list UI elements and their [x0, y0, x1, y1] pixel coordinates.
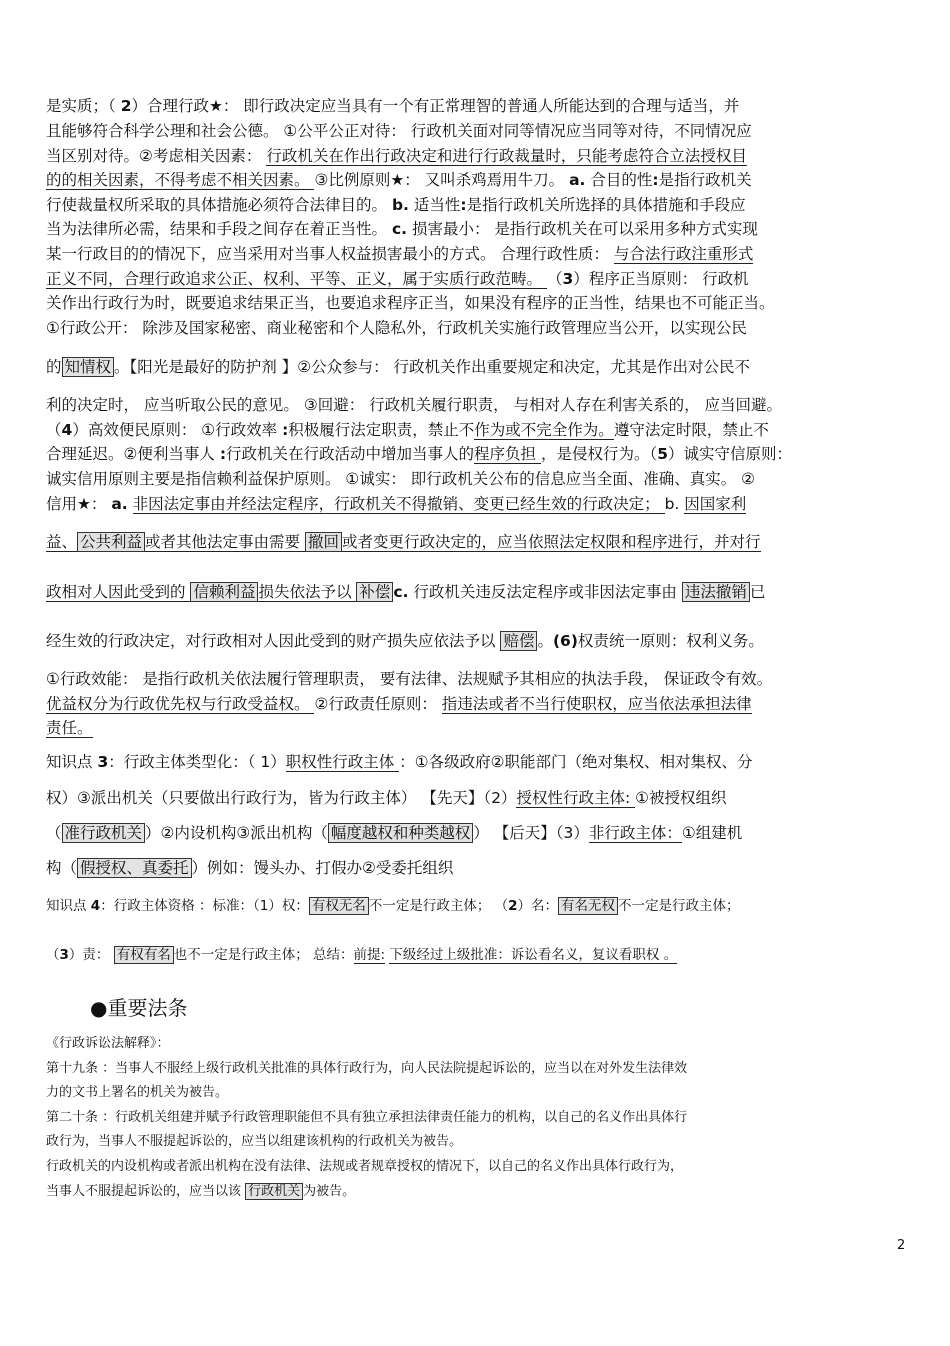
text-span: :: [282, 421, 289, 439]
highlighted-term: 补偿: [356, 582, 393, 602]
text-span: b.: [391, 196, 409, 214]
text-span: ②行政责任原则：: [314, 695, 442, 713]
underlined-text: 的的相关因素，不得考虑不相关因素。: [46, 171, 315, 189]
text-span: ） 【后天】（3）: [473, 824, 589, 842]
text-span: b.: [664, 495, 685, 513]
text-line: [46, 121, 908, 141]
underlined-text: 损失依法予以: [258, 583, 357, 601]
text-line: [46, 718, 908, 738]
text-line: [46, 752, 908, 772]
underlined-text: 优益权分为行政优先权与行政受益权。: [46, 695, 315, 713]
text-span: ：①各级政府②职能部门（绝对集权、相对集权、分: [399, 753, 753, 771]
text-span: ）合理行政★： 即行政决定应当具有一个有正常理智的普通人所能达到的合理与适当，并: [131, 97, 740, 115]
underlined-text: 职权性行政主体: [285, 753, 400, 771]
highlighted-term: 违法撤销: [682, 582, 750, 602]
text-span: 是指行政机关: [658, 171, 752, 189]
text-line: [46, 1182, 908, 1202]
text-span: ①行政效能： 是指行政机关依法履行管理职责， 要有法律、法规赋予其相应的执法手段， 保证政令有效。: [46, 670, 773, 688]
text-line: [46, 1034, 908, 1054]
underlined-text: 责任。: [46, 719, 93, 737]
text-line: [46, 532, 908, 552]
text-span: :: [219, 445, 227, 463]
text-span: 力的文书上署名的机关为被告。: [46, 1085, 229, 1100]
text-span: ：行政主体类型化：（ 1）: [108, 753, 286, 771]
underlined-text: 益、: [46, 533, 78, 551]
text-span: 诚实信用原则主要是指信赖利益保护原则。 ①诚实： 即行政机关公布的信息应当全面、准确、真实。 ②: [46, 470, 756, 488]
text-span: 第十九条 ：当事人不服经上级行政机关批准的具体行政行为，向人民法院提起诉讼的，应当以在对外发生法律效: [46, 1061, 688, 1076]
text-line: [46, 896, 908, 916]
text-span: （: [46, 824, 62, 842]
underlined-text: 作为或不完全作为。: [474, 421, 614, 439]
text-span: 且能够符合科学公理和社会公德。 ①公平公正对待： 行政机关面对同等情况应当同等对待，不同情况应: [46, 122, 752, 140]
text-line: [46, 269, 908, 289]
text-line: [46, 494, 908, 514]
underlined-text: 前提:: [353, 947, 386, 963]
text-span: c.: [393, 583, 409, 601]
text-span: :: [460, 196, 467, 214]
text-span: 经生效的行政决定，对行政相对人因此受到的财产损失应依法予以: [46, 632, 501, 650]
text-span: (6): [552, 632, 578, 650]
text-span: 4: [90, 898, 101, 914]
underlined-text: 或者其他法定事由需要: [145, 533, 305, 551]
text-span: [128, 495, 133, 513]
text-span: ①组建机: [681, 824, 743, 842]
text-span: ①被授权组织: [635, 789, 727, 807]
text-span: 适当性: [408, 196, 461, 214]
text-line: [46, 1157, 908, 1177]
text-span: a.: [569, 171, 586, 189]
highlighted-term: 有权无名: [309, 897, 369, 915]
text-span: ③比例原则★： 又叫杀鸡焉用牛刀。: [314, 171, 570, 189]
text-line: [46, 146, 908, 166]
text-line: [46, 694, 908, 714]
text-span: ①行政公开： 除涉及国家秘密、商业秘密和个人隐私外，行政机关实施行政管理应当公开，以实现公民: [46, 319, 747, 337]
highlighted-term: 有名无权: [558, 897, 618, 915]
text-span: 某一行政目的的情况下，应当采用对当事人权益损害最小的方式。 合理行政性质：: [46, 245, 614, 263]
text-span: 利的决定时， 应当听取公民的意见。 ③回避： 行政机关履行职责， 与相对人存在利害关系的， 应当回避。: [46, 396, 783, 414]
text-span: 2: [120, 97, 132, 115]
text-span: 行政机关违反法定程序或非因法定事由: [408, 583, 682, 601]
text-span: ）例如：馒头办、打假办②受委托组织: [191, 859, 454, 877]
text-line: [46, 469, 908, 489]
text-span: 不一定是行政主体； （: [368, 898, 509, 914]
text-span: 3: [97, 753, 109, 771]
text-line: [46, 318, 908, 338]
text-span: 损害最小： 是指行政机关在可以采用多种方式实现: [407, 220, 758, 238]
text-line: [46, 195, 908, 215]
text-line: [46, 669, 908, 689]
text-span: 4: [61, 421, 73, 439]
highlighted-term: 幅度越权和种类越权: [328, 823, 474, 843]
text-line: [46, 945, 908, 965]
text-span: （: [546, 270, 563, 288]
text-span: ）责：: [68, 947, 114, 963]
text-line: [46, 1108, 908, 1128]
page-number: 2: [897, 1238, 906, 1253]
highlighted-term: 行政机关: [245, 1183, 303, 1200]
text-span: （: [46, 421, 62, 439]
text-line: [46, 631, 908, 651]
text-span: 当事人不服提起诉讼的，应当以该: [46, 1184, 246, 1199]
text-span: 的: [46, 358, 62, 376]
text-line: [46, 823, 908, 843]
underlined-text: 下级经过上级批准：诉讼看名义，复议看职权 。: [389, 947, 678, 963]
text-span: 构（: [46, 859, 78, 877]
text-span: 当区别对待。②考虑相关因素：: [46, 147, 267, 165]
highlighted-term: 准行政机关: [62, 823, 146, 843]
text-span: 行政机关的内设机构或者派出机构在没有法律、法规或者规章授权的情况下，以自己的名义作出具体行政行为，: [46, 1159, 684, 1174]
text-span: 信用★：: [46, 495, 112, 513]
text-span: 当为法律所必需，结果和手段之间存在着正当性。: [46, 220, 392, 238]
highlighted-term: 假授权、真委托: [77, 858, 192, 878]
text-span: 。【阳光是最好的防护剂 】②公众参与： 行政机关作出重要规定和决定，尤其是作出对公民不: [114, 358, 751, 376]
text-span: ）②内设机构③派出机构（: [145, 824, 328, 842]
text-span: 为被告。: [303, 1184, 356, 1199]
text-span: 知识点: [46, 753, 98, 771]
text-span: ）高效便民原则： ①行政效率: [72, 421, 283, 439]
underlined-text: 授权性行政主体:: [516, 789, 636, 807]
text-span: 已: [749, 583, 766, 601]
text-span: 知识点: [46, 898, 91, 914]
text-span: 权责统一原则：权利义务。: [577, 632, 764, 650]
highlighted-term: 赔偿: [500, 631, 537, 651]
text-span: ）诚实守信原则：: [668, 445, 793, 463]
text-span: 合理延迟。②便利当事人: [46, 445, 220, 463]
text-span: 遵守法定时限，禁止不: [613, 421, 769, 439]
text-line: [46, 444, 908, 464]
text-span: 关作出行政行为时，既要追求结果正当，也要追求程序正当，如果没有程序的正当性，结果也不可能正当。: [46, 294, 775, 312]
text-line: [46, 1083, 908, 1103]
text-line: [46, 170, 908, 190]
text-span: 也不一定是行政主体； 总结：: [173, 947, 354, 963]
text-span: 。: [537, 632, 553, 650]
text-span: 5: [657, 445, 669, 463]
highlighted-term: 撤回: [305, 532, 342, 552]
text-line: [46, 420, 908, 440]
text-line: [46, 1059, 908, 1079]
text-line: [46, 293, 908, 313]
text-line: [46, 395, 908, 415]
text-span: 不一定是行政主体；: [618, 898, 740, 914]
underlined-text: 与合法行政注重形式: [613, 245, 754, 263]
text-span: 是指行政机关所选择的具体措施和手段应: [466, 196, 746, 214]
text-line: [46, 788, 908, 808]
text-span: 3: [562, 270, 574, 288]
text-span: 积极履行法定职责，禁止不: [288, 421, 475, 439]
underlined-text: 政相对人因此受到的: [46, 583, 191, 601]
text-span: （: [46, 947, 60, 963]
text-span: 是实质；（: [46, 97, 121, 115]
text-span: c.: [391, 220, 408, 238]
text-span: 行使裁量权所采取的具体措施必须符合法律目的。: [46, 196, 392, 214]
underlined-text: 程序负担: [474, 445, 541, 463]
highlighted-term: 知情权: [62, 357, 115, 377]
underlined-text: 或者变更行政决定的，应当依照法定权限和程序进行，并对行: [341, 533, 761, 551]
text-line: [46, 219, 908, 239]
highlighted-term: 有权有名: [114, 946, 174, 964]
highlighted-term: 信赖利益: [190, 582, 258, 602]
text-span: 合目的性: [585, 171, 653, 189]
text-span: :: [652, 171, 659, 189]
underlined-text: 因国家利: [684, 495, 747, 513]
underlined-text: 行政机关在作出行政决定和进行行政裁量时，只能考虑符合立法授权目: [266, 147, 747, 165]
text-span: 权）③派出机关（只要做出行政行为，皆为行政主体） 【先天】（2）: [46, 789, 517, 807]
text-line: [46, 582, 908, 602]
section-heading: ●重要法条: [90, 996, 188, 1020]
text-span: 行政机关在行政活动中增加当事人的: [226, 445, 475, 463]
text-span: ：行政主体资格 ：标准：（1）权：: [100, 898, 309, 914]
text-line: [46, 1132, 908, 1152]
text-span: 2: [508, 898, 518, 914]
text-span: 政行为，当事人不服提起诉讼的，应当以组建该机构的行政机关为被告。: [46, 1134, 463, 1149]
underlined-text: 非因法定事由并经法定程序，行政机关不得撤销、变更已经生效的行政决定；: [132, 495, 665, 513]
text-span: 3: [59, 947, 69, 963]
text-line: [46, 244, 908, 264]
underlined-text: 非行政主体：: [588, 824, 682, 842]
text-span: ）程序正当原则： 行政机: [573, 270, 749, 288]
underlined-text: 正义不同，合理行政追求公正、权利、平等、正义，属于实质行政范畴。: [46, 270, 547, 288]
text-line: [46, 357, 908, 377]
underlined-text: 指违法或者不当行使职权，应当依法承担法律: [441, 695, 752, 713]
text-line: [46, 96, 908, 116]
highlighted-term: 公共利益: [77, 532, 145, 552]
text-span: a.: [111, 495, 128, 513]
text-span: 《行政诉讼法解释》：: [46, 1036, 170, 1051]
text-span: ，是侵权行为。（: [540, 445, 658, 463]
text-line: [46, 858, 908, 878]
text-span: ）名：: [517, 898, 559, 914]
text-span: 第二十条 ：行政机关组建并赋予行政管理职能但不具有独立承担法律责任能力的机构，以自己的名义作出具体行: [46, 1110, 688, 1125]
